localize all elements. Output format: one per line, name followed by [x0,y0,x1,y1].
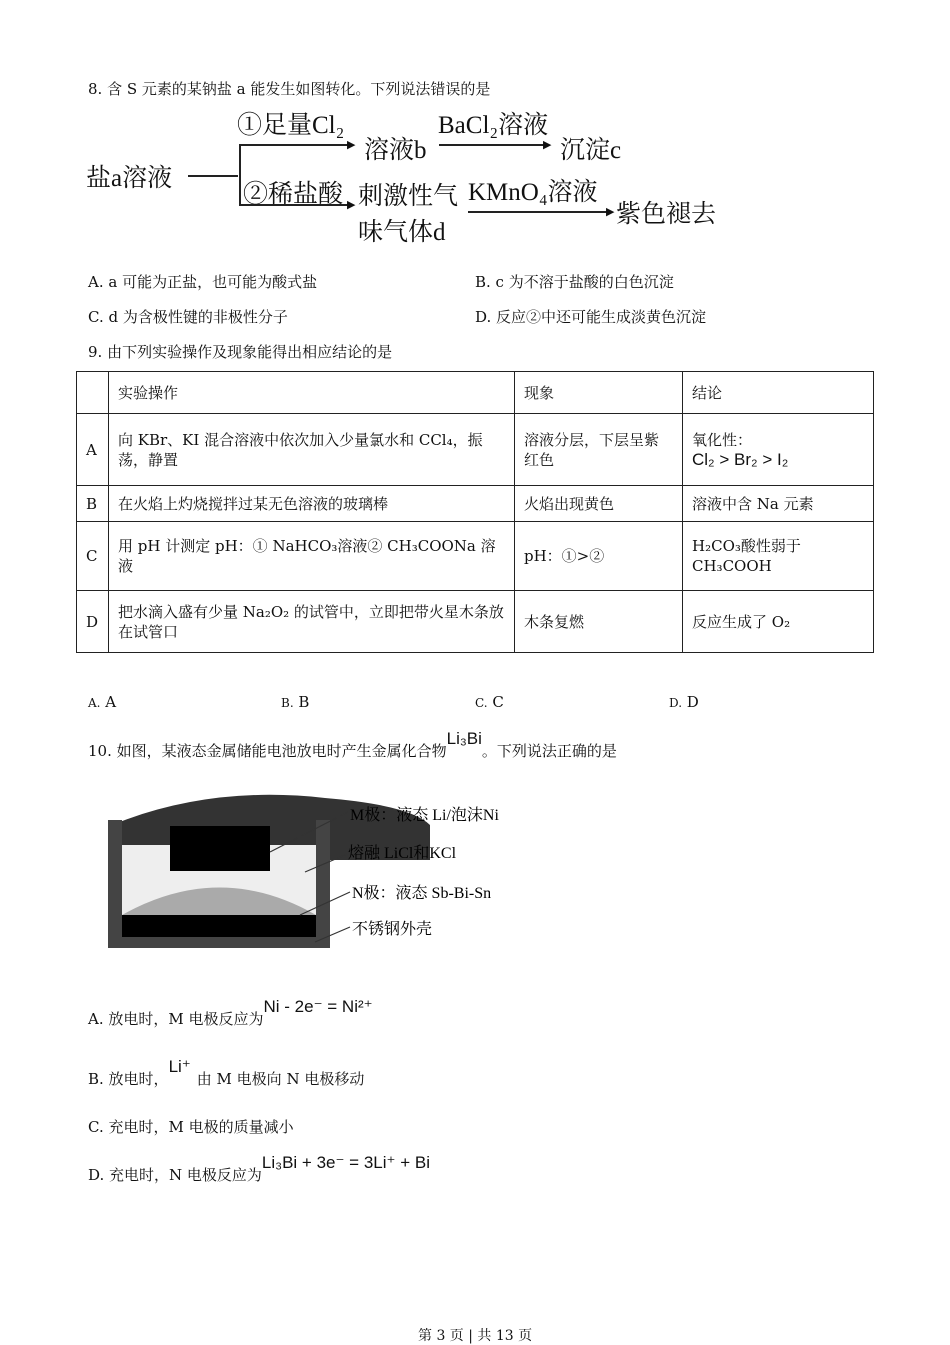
diagram-c: 沉淀c [560,137,622,164]
header-phenomenon: 现象 [515,372,683,414]
header-conclusion: 结论 [683,372,874,414]
q8-option-b[interactable]: B. c 为不溶于盐酸的白色沉淀 [475,273,674,291]
diagram-step2: BaCl₂溶液 [438,112,549,139]
label-n-electrode: N极：液态 Sb-Bi-Sn [352,885,492,902]
q10-option-a[interactable]: A. 放电时，M 电极反应为Ni - 2e⁻ = Ni²⁺ [88,997,373,1028]
diagram-step3: ②稀盐酸 [243,181,344,208]
q9-option-a[interactable]: A. A [88,693,117,711]
q9-option-b[interactable]: B. B [281,693,310,711]
arrow-4 [468,211,610,213]
table-row: A 向 KBr、KI 混合溶液中依次加入少量氯水和 CCl₄，振荡，静置 溶液分层，下层呈紫红色 氧化性： Cl₂ > Br₂ > I₂ [77,414,874,486]
diagram-step1: ①足量Cl₂ [237,112,345,139]
table-row: C 用 pH 计测定 pH：① NaHCO₃溶液② CH₃COONa 溶液 pH：①>② H₂CO₃酸性弱于CH₃COOH [77,522,874,591]
q10-option-b[interactable]: B. 放电时，Li⁺由 M 电极向 N 电极移动 [88,1057,365,1088]
label-m-electrode: M极：液态 Li/泡沫Ni [350,807,499,824]
diagram-b: 溶液b [364,137,427,164]
arrow-2 [439,144,547,146]
table-row: B 在火焰上灼烧搅拌过某无色溶液的玻璃棒 火焰出现黄色 溶液中含 Na 元素 [77,486,874,522]
diagram-start: 盐a溶液 [86,165,173,192]
diagram-end: 紫色褪去 [616,201,717,228]
label-electrolyte: 熔融 LiCl和KCl [348,845,457,862]
battery-diagram [100,790,540,960]
q9-stem: 9. 由下列实验操作及现象能得出相应结论的是 [88,343,393,361]
page-footer: 第 3 页 | 共 13 页 [418,1328,533,1344]
q9-option-c[interactable]: C. C [475,693,504,711]
header-operation: 实验操作 [109,372,515,414]
q8-option-d[interactable]: D. 反应②中还可能生成淡黄色沉淀 [475,308,707,326]
q9-table [76,371,874,653]
diagram-d2: 味气体d [358,219,446,246]
q8-option-c[interactable]: C. d 为含极性键的非极性分子 [88,308,288,326]
q10-option-c[interactable]: C. 充电时，M 电极的质量减小 [88,1118,294,1136]
arrow-1 [239,144,351,146]
q10-stem: 10. 如图，某液态金属储能电池放电时产生金属化合物Li₃Bi。下列说法正确的是 [88,729,617,760]
diagram-d1: 刺激性气 [358,183,459,210]
diagram-line [188,175,238,177]
q10-option-d[interactable]: D. 充电时，N 电极反应为Li₃Bi + 3e⁻ = 3Li⁺ + Bi [88,1153,430,1184]
table-row: D 把水滴入盛有少量 Na₂O₂ 的试管中，立即把带火星木条放在试管口 木条复燃 反应生成了 O₂ [77,591,874,653]
q9-option-d[interactable]: D. D [669,693,699,711]
table-header-row [77,372,874,414]
q8-option-a[interactable]: A. a 可能为正盐，也可能为酸式盐 [88,273,318,291]
label-shell: 不锈钢外壳 [352,921,433,938]
q8-stem: 8. 含 S 元素的某钠盐 a 能发生如图转化。下列说法错误的是 [88,80,491,98]
diagram-branch [239,145,241,205]
document-page: 8. 含 S 元素的某钠盐 a 能发生如图转化。下列说法错误的是 盐a溶液 ▶ ▶ ▶ ▶ ①足量Cl₂ 溶液b BaCl₂溶液 沉淀c ②稀盐酸 刺激性气 味气体d KMnO₄溶液 紫色褪去 A. a 可能为正盐，也可能为酸式盐 B. c 为不溶于盐酸的白色沉淀 C. d 为含极性键的非极性分子 D. 反应②中还可能生成淡黄色沉淀 9. 由下列实验操作及现象能得出相应结论的是 实验操作 现象 结论 A 向 KBr、KI 混合溶液中依次加入少量氯水和 CCl₄，振荡，静置 溶液分层，下层呈紫红色 氧化性： Cl₂ > Br₂ > I₂ B 在火焰上灼烧搅拌过某无色溶液的玻璃棒 火焰出现黄色 溶液中含 Na 元素 C 用 pH 计测定 pH：① NaHCO₃溶液② CH₃COONa 溶液 pH：①>② H₂CO₃酸性弱于CH₃COOH D 把水滴入盛有少量 Na₂O₂ 的试管中，立即把带火星木条放在试管口 木条复燃 反应生成了 O₂ A. A B. B C. C D. D 10. 如图，某液态金属储能电池放电时产生金属化合物Li₃Bi。下列说法正确的是 M极：液态 Li/泡沫Ni 熔融 LiCl和KCl N极：液态 Sb-Bi-Sn 不锈钢外壳 A. 放电时，M 电极反应为Ni - 2e⁻ = Ni²⁺ B. 放电时，Li⁺由 M 电极向 N 电极移动 C. 充电时，M 电极的质量减小 D. 充电时，N 电极反应为Li₃Bi + 3e⁻ = 3Li⁺ + Bi 第 3 页 | 共 13 页 [0,0,950,1344]
diagram-step4: KMnO₄溶液 [468,179,598,206]
